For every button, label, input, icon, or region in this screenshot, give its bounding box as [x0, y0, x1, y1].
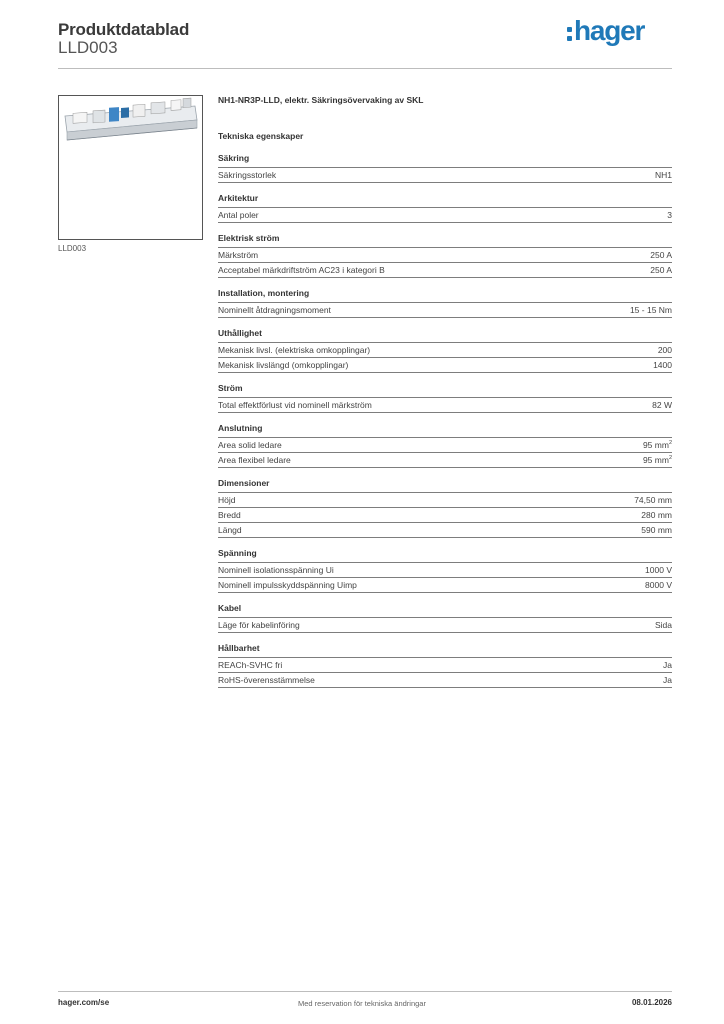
- section-heading: Tekniska egenskaper: [218, 131, 304, 141]
- spec-group-title: Elektrisk ström: [218, 233, 280, 243]
- spec-value-text: 82 W: [652, 400, 672, 410]
- spec-group-title: Hållbarhet: [218, 643, 260, 653]
- spec-value-exponent: 2: [668, 440, 672, 446]
- spec-value: [663, 660, 672, 670]
- logo-text: hager: [574, 15, 645, 46]
- spec-group-title: Spänning: [218, 548, 257, 558]
- spec-row: [218, 577, 672, 593]
- spec-group: [218, 328, 672, 373]
- spec-label: Antal poler: [218, 210, 259, 220]
- spec-value: [650, 250, 672, 260]
- header-divider: [58, 68, 672, 69]
- spec-row: [218, 657, 672, 672]
- spec-group-title: Säkring: [218, 153, 250, 163]
- spec-value-text: NH1: [654, 170, 672, 180]
- spec-row: [218, 302, 672, 318]
- spec-value: [652, 400, 672, 410]
- spec-rows: [218, 207, 672, 223]
- hager-logo: [567, 14, 644, 48]
- product-image: [58, 95, 203, 240]
- spec-label: Mekanisk livsl. (elektriska omkopplingar): [218, 345, 371, 355]
- spec-value: [643, 455, 672, 465]
- spec-value: [641, 510, 672, 520]
- spec-group: [218, 288, 672, 318]
- spec-value-text: 590 mm: [641, 525, 672, 535]
- spec-value: [655, 620, 672, 630]
- spec-group: [218, 153, 672, 183]
- spec-value-text: 74,50 mm: [634, 495, 672, 505]
- spec-row: [218, 247, 672, 262]
- spec-value: [641, 525, 672, 535]
- spec-value-text: 250 A: [650, 265, 672, 275]
- spec-group-title: Dimensioner: [218, 478, 270, 488]
- spec-value: [630, 305, 672, 315]
- spec-label: Nominellt åtdragningsmoment: [218, 305, 331, 315]
- spec-row: [218, 357, 672, 373]
- spec-value: [667, 210, 672, 220]
- spec-group-title: Ström: [218, 383, 243, 393]
- spec-value: [653, 360, 672, 370]
- spec-group-title: Installation, montering: [218, 288, 310, 298]
- spec-value-text: 1000 V: [645, 565, 672, 575]
- spec-rows: [218, 342, 672, 373]
- spec-group-title: Uthållighet: [218, 328, 262, 338]
- spec-value: [663, 675, 672, 685]
- spec-row: [218, 167, 672, 183]
- spec-value-text: 15 - 15 Nm: [629, 305, 672, 315]
- spec-group: [218, 643, 672, 688]
- spec-row: [218, 492, 672, 507]
- spec-label: Läge för kabelinföring: [218, 620, 300, 630]
- spec-group: [218, 548, 672, 593]
- spec-rows: [218, 657, 672, 688]
- spec-row: [218, 262, 672, 278]
- footer-divider: [58, 991, 672, 992]
- footer-website: hager.com/se: [58, 998, 110, 1007]
- spec-value: [634, 495, 672, 505]
- spec-rows: [218, 562, 672, 593]
- spec-rows: [218, 437, 672, 468]
- spec-label: Längd: [218, 525, 242, 535]
- spec-group: [218, 423, 672, 468]
- footer-date: 08.01.2026: [631, 998, 672, 1007]
- spec-rows: [218, 247, 672, 278]
- spec-row: [218, 397, 672, 413]
- spec-row: [218, 207, 672, 223]
- spec-label: Mekanisk livslängd (omkopplingar): [218, 360, 349, 370]
- spec-value-text: 280 mm: [641, 510, 672, 520]
- spec-value: [650, 265, 672, 275]
- spec-group: [218, 603, 672, 633]
- spec-value: [643, 440, 672, 450]
- spec-value-text: 250 A: [650, 250, 672, 260]
- product-name: NH1-NR3P-LLD, elektr. Säkringsövervaking av SKL: [218, 95, 424, 105]
- spec-row: [218, 617, 672, 633]
- spec-row: [218, 437, 672, 452]
- fuse-rail-illustration-icon: [59, 96, 202, 239]
- spec-label: Area flexibel ledare: [218, 455, 291, 465]
- document-title: Produktdatablad: [58, 20, 190, 39]
- spec-row: [218, 342, 672, 357]
- spec-group: [218, 193, 672, 223]
- spec-row: [218, 452, 672, 468]
- spec-value-text: Ja: [663, 675, 672, 685]
- spec-group: [218, 383, 672, 413]
- spec-label: REACh-SVHC fri: [218, 660, 283, 670]
- spec-group: [218, 233, 672, 278]
- spec-value-text: 3: [667, 210, 672, 220]
- spec-value-text: Sida: [654, 620, 672, 630]
- spec-value-text: 95 mm: [642, 440, 669, 450]
- spec-label: Nominell impulsskyddspänning Uimp: [218, 580, 357, 590]
- spec-label: Total effektförlust vid nominell märkström: [218, 400, 372, 410]
- spec-value: [645, 580, 672, 590]
- spec-row: [218, 562, 672, 577]
- spec-group: [218, 478, 672, 538]
- spec-label: RoHS-överensstämmelse: [218, 675, 315, 685]
- spec-value-text: 8000 V: [645, 580, 672, 590]
- product-specifications: [218, 95, 672, 698]
- spec-row: [218, 507, 672, 522]
- spec-group-title: Kabel: [218, 603, 242, 613]
- spec-value-text: 95 mm: [642, 455, 669, 465]
- spec-label: Acceptabel märkdriftström AC23 i kategori B: [218, 265, 385, 275]
- spec-label: Höjd: [218, 495, 236, 505]
- spec-rows: [218, 617, 672, 633]
- spec-value-exponent: 2: [668, 455, 672, 461]
- spec-value-text: 1400: [653, 360, 672, 370]
- document-subtitle: LLD003: [58, 38, 118, 57]
- spec-label: Nominell isolationsspänning Ui: [218, 565, 334, 575]
- spec-row: [218, 522, 672, 538]
- spec-group-title: Anslutning: [218, 423, 263, 433]
- product-image-caption: LLD003: [58, 244, 87, 253]
- spec-label: Säkringsstorlek: [218, 170, 277, 180]
- spec-group-title: Arkitektur: [218, 193, 259, 203]
- spec-rows: [218, 302, 672, 318]
- spec-label: Area solid ledare: [218, 440, 282, 450]
- logo-dots-icon: [567, 27, 572, 41]
- spec-label: Bredd: [218, 510, 241, 520]
- spec-value-text: 200: [657, 345, 672, 355]
- spec-groups: [218, 153, 672, 688]
- spec-rows: [218, 397, 672, 413]
- spec-value: [645, 565, 672, 575]
- spec-value: [655, 170, 672, 180]
- spec-label: Märkström: [218, 250, 259, 260]
- spec-row: [218, 672, 672, 688]
- footer-disclaimer: Med reservation för tekniska ändringar: [298, 999, 426, 1008]
- spec-rows: [218, 167, 672, 183]
- spec-value-text: Ja: [663, 660, 672, 670]
- spec-rows: [218, 492, 672, 538]
- spec-value: [658, 345, 672, 355]
